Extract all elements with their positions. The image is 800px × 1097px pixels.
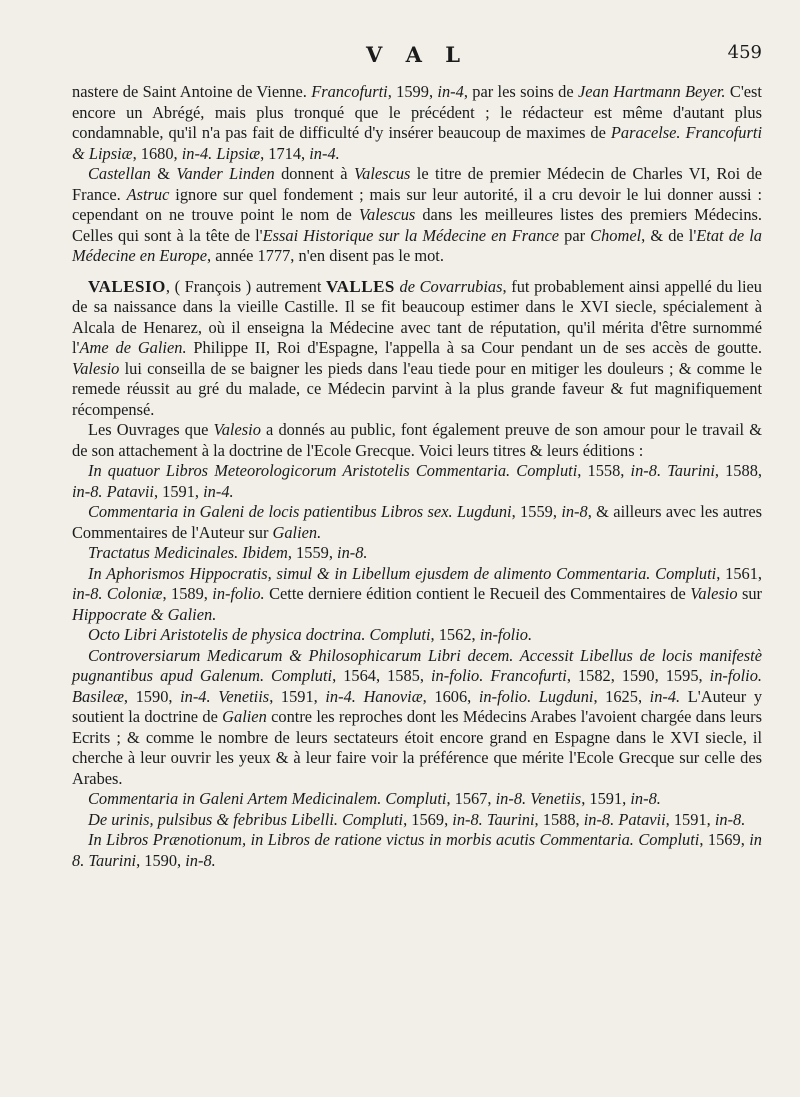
text-span: lui conseilla de se baigner les pieds dans l'eau tiede pour en mitiger les douleurs ; & comme le remede réussit au gré du malade, ce Médecin parvint à la plus grande faveur & fut magnifiquement récompensé. bbox=[72, 358, 762, 419]
text-span: , 1590, bbox=[123, 686, 181, 706]
italic-span: Vander Linden bbox=[176, 164, 275, 183]
text-span: , 1582, 1590, 1595, bbox=[566, 666, 710, 685]
italic-span: Tractatus Medicinales. Ibidem bbox=[88, 543, 288, 562]
text-span: Cette derniere édition contient le Recueil des Commentaires de bbox=[264, 584, 691, 603]
italic-span: Astruc bbox=[126, 184, 170, 204]
italic-span: in-folio. Lugduni bbox=[478, 686, 594, 706]
text-span: , 1559, bbox=[511, 502, 562, 521]
text-span: Philippe II, Roi d'Espagne, l'appella à sa Cour pendant un de ses accès de goutte. bbox=[186, 338, 763, 357]
italic-span: de Covarrubias bbox=[399, 276, 503, 296]
text-span: , par les soins de bbox=[463, 82, 578, 101]
italic-span: in-8. Taurini bbox=[452, 809, 535, 829]
italic-span: in-4. bbox=[203, 481, 234, 501]
text-span: Les Ouvrages que bbox=[88, 420, 214, 439]
italic-span: in-folio. Basileæ bbox=[72, 666, 762, 706]
text-span: & bbox=[150, 164, 177, 183]
paragraph-ouvrages bbox=[72, 420, 762, 461]
text-span: , fut probablement ainsi appellé du lieu de sa naissance dans la vieille Castille. Il se fit beaucoup estimer dans le XVI siecle, spécialement à Alcala de Henarez, où il enseigna la Médecine avec tant de réputation, qu'il mérita d'être surnommé l' bbox=[72, 276, 762, 357]
italic-span: in-8. Patavii bbox=[72, 481, 154, 501]
entry-separator bbox=[72, 267, 762, 277]
text-span: , 1591, bbox=[665, 809, 715, 829]
italic-span: in-4. Hanoviæ bbox=[325, 686, 423, 706]
italic-span: in-8. bbox=[714, 809, 746, 829]
italic-span: in-4. Lipsiæ bbox=[181, 143, 261, 163]
italic-span: Jean Hartmann Beyer. bbox=[578, 82, 726, 101]
bibliography-entry bbox=[72, 461, 762, 502]
headword: VALESIO bbox=[88, 276, 166, 296]
headword-alt: VALLES bbox=[326, 276, 395, 296]
italic-span: Valescus bbox=[353, 164, 411, 183]
bibliography-entry bbox=[72, 543, 762, 564]
italic-span: in-folio. bbox=[212, 584, 265, 603]
bibliography-entry bbox=[72, 830, 762, 871]
italic-span: in-4. Venetiis bbox=[180, 686, 270, 706]
italic-span: in-4 bbox=[437, 82, 464, 101]
bibliography-entry bbox=[72, 625, 762, 646]
italic-span: Paracelse. Francofurti & Lipsiæ bbox=[72, 123, 762, 163]
text-span: dans les meilleures listes des premiers Médecins. Celles qui sont à la tête de l' bbox=[72, 205, 762, 245]
text-span: , 1564, 1585, bbox=[332, 666, 431, 685]
bibliography-entry bbox=[72, 810, 762, 831]
text-span: , 1606, bbox=[422, 686, 479, 706]
bibliography-entry bbox=[72, 502, 762, 543]
text-span: a donnés au public, font également preuve de son amour pour le travail & de son attachement à la doctrine de l'Ecole Grecque. Voici leurs titres & leurs éditions : bbox=[72, 420, 762, 460]
italic-span: in-8. bbox=[337, 543, 368, 562]
text-span: , 1591, bbox=[269, 686, 326, 706]
text-span: , 1569, bbox=[699, 830, 750, 849]
text-span: , 1599, bbox=[387, 82, 438, 101]
book-page bbox=[0, 42, 800, 1097]
text-span: , 1680, bbox=[132, 143, 182, 163]
italic-span: in-8. Patavii bbox=[583, 809, 666, 829]
italic-span: In Libros Prænotionum, in Libros de ratione victus in morbis acutis Commentaria. Compluti bbox=[88, 830, 700, 849]
italic-span: Ame de Galien. bbox=[79, 338, 187, 357]
italic-span: in-8. Venetiis bbox=[495, 789, 582, 808]
italic-span: De urinis, pulsibus & febribus Libelli. Compluti bbox=[88, 809, 404, 829]
italic-span: in-4. bbox=[309, 143, 340, 163]
italic-span: Valesio bbox=[690, 584, 738, 603]
text-span: nastere de Saint Antoine de Vienne. bbox=[72, 82, 312, 101]
italic-span: Chomel bbox=[590, 225, 642, 245]
bibliography-entry bbox=[72, 646, 762, 790]
text-span: , & de l' bbox=[641, 225, 697, 245]
italic-span: Controversiarum Medicarum & Philosophicarum Libri decem. Accessit Libellus de locis manifestè pugnantibus apud Galenum. Compluti bbox=[72, 645, 762, 685]
text-span: , année 1777, n'en disent pas le mot. bbox=[207, 246, 444, 265]
italic-span: in-8 bbox=[561, 502, 588, 521]
italic-span: in-folio. bbox=[479, 625, 533, 644]
text-span: , ( François ) autrement bbox=[165, 276, 327, 296]
page-header bbox=[72, 42, 762, 104]
text-span: , 1591, bbox=[581, 789, 631, 808]
text-span: ignore sur quel fondement ; mais sur leur autorité, il a cru devoir le lui donner aussi : cependant on ne trouve point le nom de bbox=[72, 184, 762, 224]
text-span: L'Auteur y soutient la doctrine de bbox=[72, 686, 763, 726]
text-span: , 1591, bbox=[153, 481, 204, 501]
italic-span: Essai Historique sur la Médecine en France bbox=[262, 225, 560, 245]
italic-span: Octo Libri Aristotelis de physica doctrina. Compluti bbox=[88, 625, 431, 644]
italic-span: Galien. bbox=[272, 522, 322, 542]
italic-span: in 8. Taurini bbox=[72, 830, 762, 870]
text-span: , 1561, bbox=[716, 563, 762, 583]
page-number: 459 bbox=[727, 42, 762, 63]
italic-span: in-8. Taurini bbox=[630, 461, 715, 480]
text-span: , & ailleurs avec les autres Commentaires de l'Auteur sur bbox=[72, 502, 762, 542]
text-span: C'est encore un Abrégé, mais plus tronqué que le précédent ; le rédacteur est même d'autant plus condamnable, qu'il n'a pas fait de difficulté d'y insérer beaucoup de maximes de bbox=[72, 82, 762, 142]
paragraph-castellan bbox=[72, 164, 762, 267]
text-span: , 1590, bbox=[136, 850, 186, 870]
italic-span: in-8. bbox=[185, 850, 216, 870]
text-span: , 1569, bbox=[403, 809, 453, 829]
italic-span: in-8. bbox=[630, 789, 661, 808]
text-span: , 1589, bbox=[162, 584, 213, 603]
text-span: , 1714, bbox=[260, 143, 310, 163]
text-span: , 1558, bbox=[577, 461, 631, 480]
italic-span: Etat de la Médecine en Europe bbox=[72, 225, 763, 265]
italic-span: Valesio bbox=[213, 420, 261, 439]
running-head: V A L bbox=[366, 42, 468, 67]
text-span: le titre de premier Médecin de Charles VI, Roi de France. bbox=[72, 164, 763, 204]
italic-span: Commentaria in Galeni Artem Medicinalem. Compluti bbox=[88, 789, 447, 808]
text-span: , 1559, bbox=[287, 543, 338, 562]
italic-span: in-8. Coloniæ bbox=[72, 584, 163, 603]
italic-span: In Aphorismos Hippocratis, simul & in Libellum ejusdem de alimento Commentaria. Compluti bbox=[88, 563, 717, 583]
text-span: donnent à bbox=[274, 164, 354, 183]
italic-span: Valesio bbox=[72, 358, 120, 378]
bibliography-entry bbox=[72, 789, 762, 810]
italic-span: Francofurti bbox=[311, 82, 388, 101]
text-span: par bbox=[559, 225, 591, 245]
italic-span: in-folio. Francofurti bbox=[430, 666, 567, 685]
italic-span: In quatuor Libros Meteorologicorum Aristotelis Commentaria. Compluti bbox=[88, 461, 578, 480]
italic-span: in-4. bbox=[649, 686, 681, 706]
text-span: , 1588, bbox=[534, 809, 584, 829]
italic-span: Galien bbox=[222, 707, 267, 726]
text-span: contre les reproches dont les Médecins Arabes l'avoient chargée dans leurs Ecrits ; & comme le nombre de leurs sectateurs étoit encore grand en Espagne dans le XVI siecle, il cherche à leur ouvrir les yeux & à leur faire voir la préférence que mérite l'Ecole Grecque sur celle des Arabes. bbox=[72, 707, 762, 788]
text-span: , 1562, bbox=[430, 625, 480, 644]
body-text bbox=[72, 82, 762, 871]
text-span: , 1567, bbox=[446, 789, 496, 808]
entry-valesio bbox=[72, 277, 762, 421]
text-span: , 1588, bbox=[714, 461, 762, 480]
italic-span: Castellan bbox=[88, 164, 151, 183]
italic-span: Commentaria in Galeni de locis patientibus Libros sex. Lugduni bbox=[88, 502, 512, 521]
text-span: sur bbox=[737, 584, 762, 603]
italic-span: Valescus bbox=[358, 205, 416, 224]
text-span: , 1625, bbox=[593, 686, 650, 706]
italic-span: Hippocrate & Galien. bbox=[72, 604, 217, 624]
bibliography-entry bbox=[72, 564, 762, 626]
